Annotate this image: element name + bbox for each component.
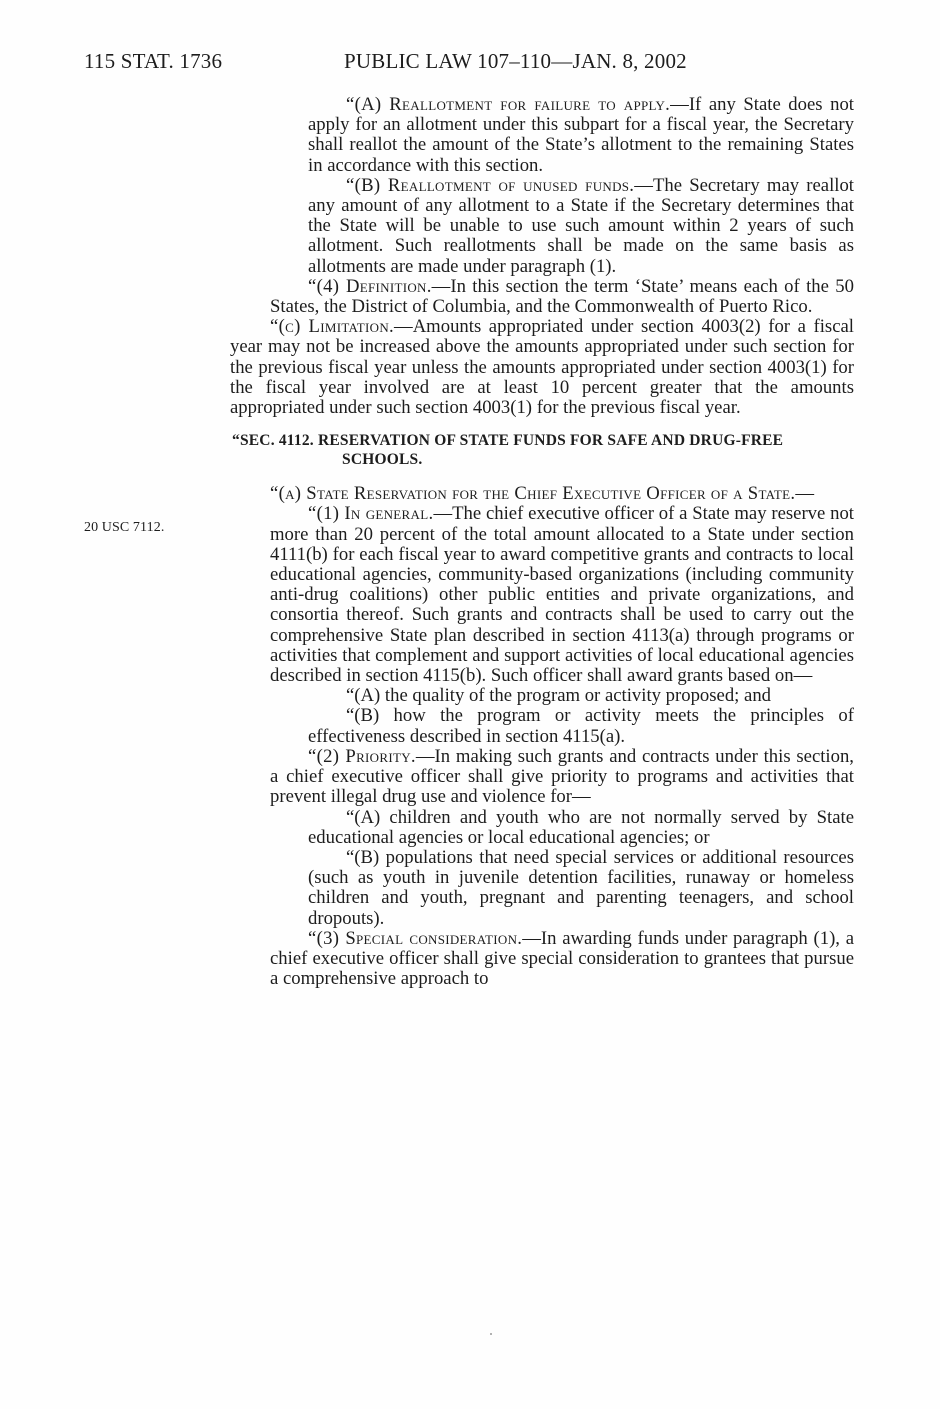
subparagraph-2b-populations: “(B) populations that need special services or additional resources (such as youth in juvenile detention facilities, runaway or homeless children and youth, pregnant and parenting teenagers, and school dropouts). xyxy=(308,846,854,929)
paragraph-heading: “(c) Limitation. xyxy=(270,316,394,338)
paragraph-heading: “(1) In general. xyxy=(308,503,434,525)
subparagraph-1b-principles: “(B) how the program or activity meets the principles of effectiveness described in section 4115(a). xyxy=(308,705,854,747)
paragraph-2-priority xyxy=(230,747,854,808)
paragraph-heading: “(a) State Reservation for the Chief Executive Officer of a State. xyxy=(270,483,796,505)
paragraph-heading: “(2) Priority. xyxy=(308,745,416,767)
paragraph-heading: “(4) Definition. xyxy=(308,275,432,297)
paragraph-text: —In this section the term ‘State’ means each of the 50 States, the District of Columbia, and the Commonwealth of Puerto Rico. xyxy=(270,275,854,318)
scan-speck xyxy=(490,1333,492,1335)
paragraph-text: —In awarding funds under paragraph (1), a chief executive officer shall give special consideration to grantees that pursue a comprehensive approach to xyxy=(270,927,854,990)
margin-usc-citation: 20 USC 7112. xyxy=(84,520,165,535)
paragraph-heading: “(3) Special consideration. xyxy=(308,927,523,949)
statute-body xyxy=(230,95,854,989)
running-header xyxy=(0,46,940,76)
paragraph-text: —The Secretary may reallot any amount of any allotment to a State if the Secretary determines that the State will be unable to use such amount within 2 years of such allotment. Such reallotments shall be made on the same basis as allotments are made under paragraph (1). xyxy=(308,174,855,277)
paragraph-b-reallotment-unused xyxy=(230,176,854,277)
paragraph-text: — xyxy=(795,483,815,505)
paragraph-4-definition xyxy=(230,277,854,317)
paragraph-a-reallotment-failure xyxy=(230,95,854,176)
paragraph-text: —In making such grants and contracts under this section, a chief executive officer shall give priority to programs and activities that prevent illegal drug use and violence for— xyxy=(270,745,854,808)
stat-citation: 115 STAT. 1736 xyxy=(84,49,223,73)
paragraph-1-in-general xyxy=(230,504,854,686)
paragraph-text: —If any State does not apply for an allotment under this subpart for a fiscal year, the Secretary shall reallot the amount of the State’s allotment to the remaining States in accordance with this section. xyxy=(308,94,854,176)
subsection-c-limitation xyxy=(230,317,854,418)
subparagraph-2a-children: “(A) children and youth who are not normally served by State educational agencies or local educational agencies; or xyxy=(308,806,854,848)
section-4112-heading: “SEC. 4112. RESERVATION OF STATE FUNDS FOR SAFE AND DRUG-FREE SCHOOLS. xyxy=(232,432,784,469)
paragraph-text: —Amounts appropriated under section 4003(2) for a fiscal year may not be increased above the amounts appropriated under such section for the previous fiscal year unless the amounts appropriated under section 4003(1) for the fiscal year involved are at least 10 percent greater that the amounts appropriated under such section 4003(1) for the previous fiscal year. xyxy=(230,316,854,419)
public-law-citation: PUBLIC LAW 107–110—JAN. 8, 2002 xyxy=(344,49,687,73)
paragraph-text: —The chief executive officer of a State may reserve not more than 20 percent of the total amount allocated to a State under section 4111(b) for each fiscal year to award competitive grants and contracts to local educational agencies, community-based organizations (including community anti-drug coalitions) other public entities and private organizations, and consortia thereof. Such grants and contracts shall be used to carry out the comprehensive State plan described in section 4113(a) through programs or activities that complement and support activities of local educational agencies described in section 4115(b). Such officer shall award grants based on— xyxy=(270,503,854,687)
paragraph-heading: “(B) Reallotment of unused funds. xyxy=(346,174,635,196)
subparagraph-1a-quality: “(A) the quality of the program or activity proposed; and xyxy=(346,685,772,707)
paragraph-3-special-consideration xyxy=(230,929,854,990)
paragraph-heading: “(A) Reallotment for failure to apply. xyxy=(346,94,671,115)
subsection-a-state-reservation xyxy=(230,484,854,504)
